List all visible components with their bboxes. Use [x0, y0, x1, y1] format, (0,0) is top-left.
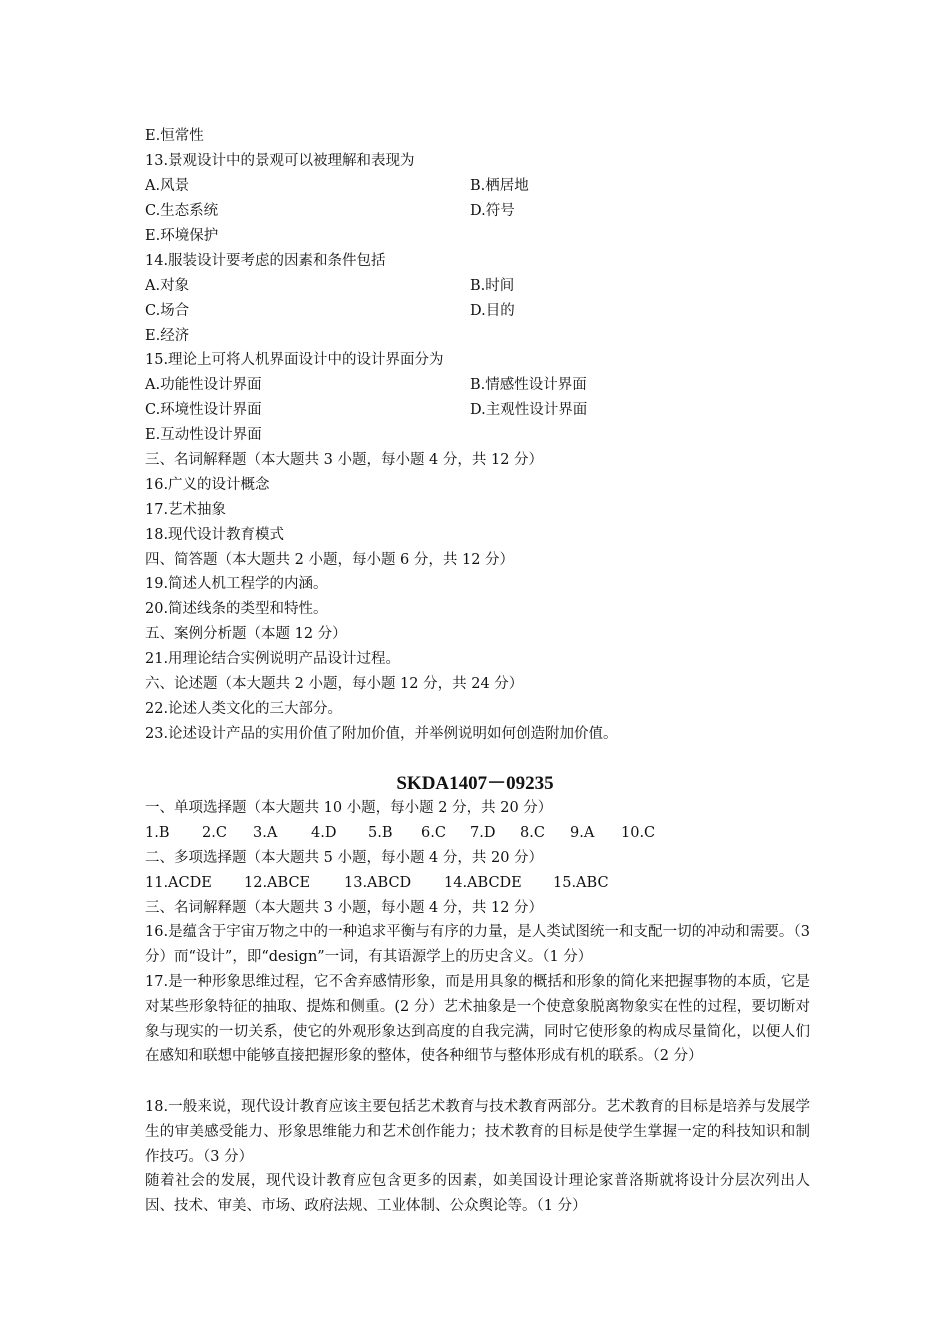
q16: 16.广义的设计概念 — [145, 477, 270, 493]
q13-option-d: D.符号 — [470, 203, 515, 219]
answer-13: 13.ABCD — [344, 875, 412, 891]
q15-option-c: C.环境性设计界面 — [145, 402, 262, 418]
q23: 23.论述设计产品的实用价值了附加价值，并举例说明如何创造附加价值。 — [145, 726, 618, 742]
q15-option-d: D.主观性设计界面 — [470, 402, 588, 418]
answer-18-continued: 随着社会的发展，现代设计教育应包含更多的因素，如美国设计理论家普洛斯就将设计分层次列出人因、技术、审美、市场、政府法规、工业体制、公众舆论等。（1 分） — [145, 1173, 810, 1214]
q15-stem: 15.理论上可将人机界面设计中的设计界面分为 — [145, 352, 444, 368]
q13-stem: 13.景观设计中的景观可以被理解和表现为 — [145, 153, 415, 169]
q14-options-ab — [145, 274, 810, 299]
section-6-heading: 六、论述题（本大题共 2 小题，每小题 12 分，共 24 分） — [145, 676, 524, 692]
answer-6: 6.C — [421, 825, 446, 841]
q13-options-ab — [145, 174, 810, 199]
answer-12: 12.ABCE — [244, 875, 311, 891]
section-4-heading: 四、简答题（本大题共 2 小题，每小题 6 分，共 12 分） — [145, 552, 515, 568]
q14-option-d: D.目的 — [470, 303, 515, 319]
q18: 18.现代设计教育模式 — [145, 527, 285, 543]
section-3-heading: 三、名词解释题（本大题共 3 小题，每小题 4 分，共 12 分） — [145, 452, 544, 468]
q15-option-b: B.情感性设计界面 — [470, 377, 587, 393]
answer-section-1-heading: 一、单项选择题（本大题共 10 小题，每小题 2 分，共 20 分） — [145, 800, 553, 816]
q14-option-a: A.对象 — [145, 278, 190, 294]
q14-option-e: E.经济 — [145, 328, 190, 344]
answer-9: 9.A — [570, 825, 595, 841]
q13-options-cd — [145, 199, 810, 224]
answer-17: 17.是一种形象思维过程，它不舍弃感情形象，而是用具象的概括和形象的简化来把握事物的本质，它是对某些形象特征的抽取、提炼和侧重。(2 分）艺术抽象是一个使意象脱离物象实在性的过程，要切断对象与现实的一切关系，使它的外观形象达到高度的自我完满，同时它使形象的构成尽量简化，以便人们在感知和联想中能够直接把握形象的整体，使各种细节与整体形成有机的联系。（2 分） — [145, 974, 810, 1065]
q13-option-e: E.环境保护 — [145, 228, 219, 244]
answer-11: 11.ACDE — [145, 875, 212, 891]
q15-option-a: A.功能性设计界面 — [145, 377, 262, 393]
answer-7: 7.D — [470, 825, 496, 841]
answer-16: 16.是蕴含于宇宙万物之中的一种追求平衡与有序的力量，是人类试图统一和支配一切的冲动和需要。（3 分）而“设计”，即“design”一词，有其语源学上的历史含义。（1 分） — [145, 924, 810, 965]
q15-option-e: E.互动性设计界面 — [145, 427, 262, 443]
q14-option-c: C.场合 — [145, 303, 190, 319]
answer-section-3-heading: 三、名词解释题（本大题共 3 小题，每小题 4 分，共 12 分） — [145, 900, 544, 916]
q14-stem: 14.服装设计要考虑的因素和条件包括 — [145, 253, 386, 269]
answer-8: 8.C — [520, 825, 545, 841]
q15-options-cd — [145, 398, 810, 423]
q17: 17.艺术抽象 — [145, 502, 227, 518]
q13-option-b: B.栖居地 — [470, 178, 529, 194]
q20: 20.简述线条的类型和特性。 — [145, 601, 328, 617]
q13-option-c: C.生态系统 — [145, 203, 219, 219]
answer-key-code: SKDA1407－09235 — [396, 773, 554, 794]
answer-section-2-heading: 二、多项选择题（本大题共 5 小题，每小题 4 分，共 20 分） — [145, 850, 544, 866]
answer-1: 1.B — [145, 825, 170, 841]
q15-options-ab — [145, 373, 810, 398]
answer-18: 18.一般来说，现代设计教育应该主要包括艺术教育与技术教育两部分。艺术教育的目标是培养与发展学生的审美感受能力、形象思维能力和艺术创作能力；技术教育的目标是使学生掌握一定的科技知识和制作技巧。（3 分） — [145, 1099, 810, 1165]
answer-14: 14.ABCDE — [444, 875, 522, 891]
answer-5: 5.B — [368, 825, 393, 841]
q19: 19.简述人机工程学的内涵。 — [145, 576, 328, 592]
answer-2: 2.C — [202, 825, 227, 841]
q14-option-b: B.时间 — [470, 278, 515, 294]
section-5-heading: 五、案例分析题（本题 12 分） — [145, 626, 347, 642]
answer-3: 3.A — [253, 825, 278, 841]
q21: 21.用理论结合实例说明产品设计过程。 — [145, 651, 401, 667]
q14-options-cd — [145, 299, 810, 324]
answer-4: 4.D — [311, 825, 337, 841]
q13-option-a: A.风景 — [145, 178, 190, 194]
answer-10: 10.C — [621, 825, 656, 841]
q22: 22.论述人类文化的三大部分。 — [145, 701, 343, 717]
answer-15: 15.ABC — [553, 875, 609, 891]
q12-option-e: E.恒常性 — [145, 128, 204, 144]
